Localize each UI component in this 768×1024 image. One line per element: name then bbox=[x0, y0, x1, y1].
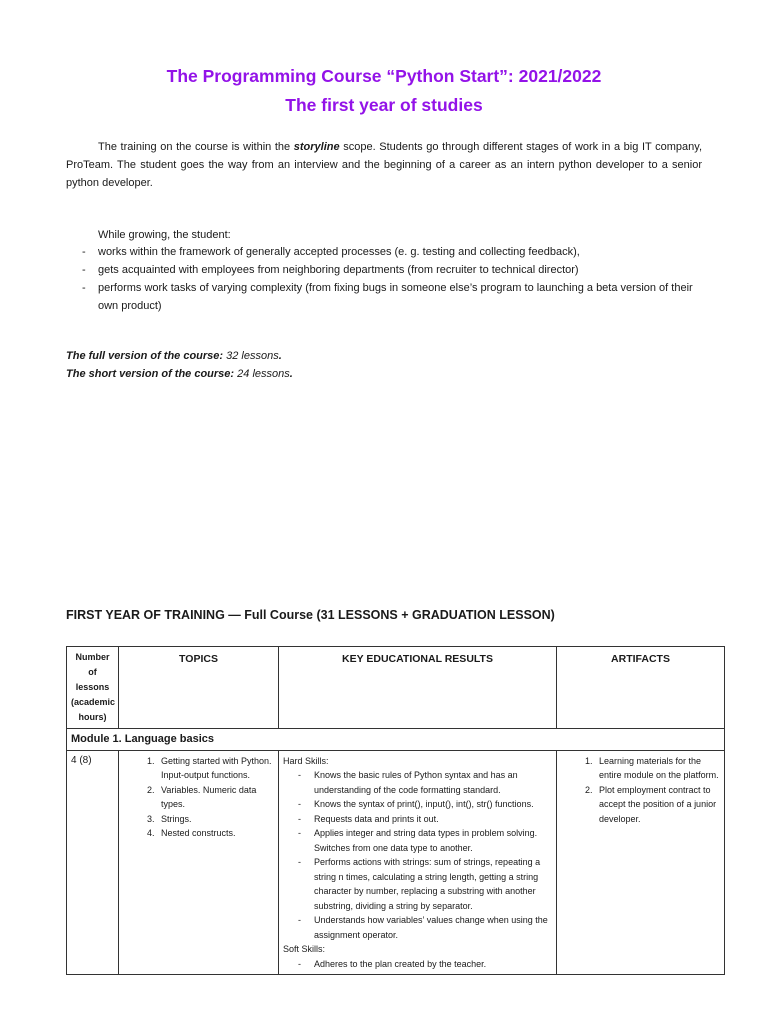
list-item: - Understands how variables’ values change when using the assignment operator. bbox=[298, 915, 548, 940]
list-item: - Knows the basic rules of Python syntax and has an understanding of the code formatting standard. bbox=[298, 770, 518, 795]
document-title: The Programming Course “Python Start”: 2021/2022 bbox=[166, 66, 602, 86]
module-row bbox=[67, 729, 725, 751]
hard-skills-list bbox=[283, 768, 552, 942]
list-item: 3. Strings. bbox=[157, 812, 274, 827]
results-cell bbox=[279, 750, 557, 975]
list-item: - Knows the syntax of print(), input(), int(), str() functions. bbox=[298, 799, 534, 809]
short-version-label: The short version of the course: bbox=[66, 368, 235, 380]
curriculum-table bbox=[66, 646, 725, 975]
topics-cell bbox=[119, 750, 279, 975]
header-lessons: Number of lessons (academic hours) bbox=[67, 647, 119, 729]
list-item: - Applies integer and string data types in problem solving. Switches from one data type to another. bbox=[298, 828, 538, 853]
artifacts-list bbox=[561, 754, 720, 827]
list-item: - Performs actions with strings: sum of strings, repeating a string n times, calculating a string length, getting a string character by number, replacing a substring with another substring, dividing a string by separator. bbox=[298, 857, 541, 911]
short-version-value: 24 lessons bbox=[237, 368, 290, 380]
growing-list bbox=[66, 243, 702, 315]
list-item: 1. Learning materials for the entire module on the platform. bbox=[595, 754, 720, 783]
hard-skills-label: Hard Skills: bbox=[283, 755, 329, 766]
section-title: FIRST YEAR OF TRAINING — Full Course (31 LESSONS + GRADUATION LESSON) bbox=[66, 608, 555, 622]
list-item: 1. Getting started with Python. Input-output functions. bbox=[157, 754, 274, 783]
list-item: 2. Plot employment contract to accept the position of a junior developer. bbox=[595, 783, 720, 827]
table-row bbox=[67, 750, 725, 975]
full-version-value: 32 lessons bbox=[226, 350, 279, 362]
full-version-label: The full version of the course: bbox=[66, 350, 224, 362]
artifacts-cell bbox=[557, 750, 725, 975]
module-title: Module 1. Language basics bbox=[67, 729, 725, 751]
soft-skills-label: Soft Skills: bbox=[283, 944, 326, 954]
list-item: - Requests data and prints it out. bbox=[298, 813, 439, 824]
intro-paragraph bbox=[66, 138, 702, 192]
header-topics: TOPICS bbox=[119, 647, 279, 729]
list-item: 4. Nested constructs. bbox=[157, 826, 274, 841]
list-item: - gets acquainted with employees from neighboring departments (from recruiter to technical director) bbox=[82, 264, 579, 276]
list-item: 2. Variables. Numeric data types. bbox=[157, 783, 274, 812]
topics-list bbox=[123, 754, 274, 841]
growing-lead: While growing, the student: bbox=[98, 229, 231, 241]
table-header-row bbox=[67, 647, 725, 729]
intro-text-start: The training on the course is within the bbox=[98, 141, 294, 153]
short-version-line: The short version of the course: 24 lessons. bbox=[66, 368, 293, 380]
intro-text-end: scope. Students go through different stages of work in a big IT company, ProTeam. The student goes the way from an interview and the beginning of a career as an intern python developer to a senior python developer. bbox=[66, 141, 702, 189]
header-results: KEY EDUCATIONAL RESULTS bbox=[279, 647, 557, 729]
intro-emphasis: storyline bbox=[293, 141, 340, 153]
list-item: - Adheres to the plan created by the teacher. bbox=[298, 958, 487, 969]
full-version-line: The full version of the course: 32 lessons. bbox=[66, 350, 282, 362]
soft-skills-list bbox=[283, 957, 552, 972]
list-item: - performs work tasks of varying complexity (from fixing bugs in someone else’s program to launching a beta version of their own product) bbox=[82, 282, 693, 312]
lessons-cell: 4 (8) bbox=[67, 750, 119, 975]
header-artifacts: ARTIFACTS bbox=[557, 647, 725, 729]
document-subtitle: The first year of studies bbox=[285, 95, 483, 115]
list-item: - works within the framework of generally accepted processes (e. g. testing and collecting feedback), bbox=[82, 246, 580, 258]
